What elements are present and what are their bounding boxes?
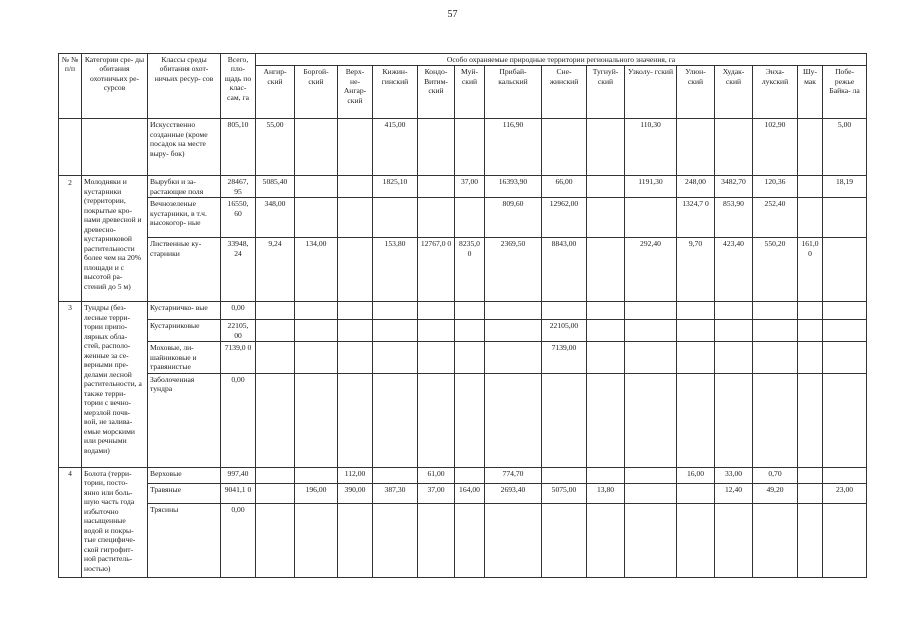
area-value: 37,00 — [418, 483, 455, 503]
table-row — [59, 320, 867, 342]
area-value — [295, 176, 338, 198]
area-value: 116,90 — [485, 119, 542, 176]
header-class: Классы среды обитания охот- ничьих ресур- сов — [148, 54, 221, 119]
area-value: 37,00 — [455, 176, 485, 198]
row-total: 0,00 — [221, 503, 256, 577]
area-value — [373, 302, 418, 320]
area-value: 0,70 — [753, 467, 798, 483]
area-value: 3482,70 — [715, 176, 753, 198]
area-value — [485, 302, 542, 320]
area-value — [823, 320, 867, 342]
area-value — [625, 302, 677, 320]
row-class: Кустарниковые — [148, 320, 221, 342]
area-value — [542, 302, 587, 320]
area-value — [677, 302, 715, 320]
area-value: 55,00 — [256, 119, 295, 176]
area-value — [256, 373, 295, 467]
area-value — [485, 503, 542, 577]
area-value — [338, 373, 373, 467]
area-value — [542, 119, 587, 176]
row-total: 9041,1 0 — [221, 483, 256, 503]
header-territory: Кижин- гинский — [373, 66, 418, 119]
area-value: 5085,40 — [256, 176, 295, 198]
area-value: 120,36 — [753, 176, 798, 198]
area-value: 134,00 — [295, 238, 338, 302]
area-value — [256, 320, 295, 342]
area-value: 196,00 — [295, 483, 338, 503]
area-value — [715, 302, 753, 320]
area-value — [295, 119, 338, 176]
area-value — [418, 503, 455, 577]
row-class: Трясины — [148, 503, 221, 577]
habitat-table — [58, 53, 867, 578]
area-value — [256, 503, 295, 577]
area-value — [798, 342, 823, 373]
area-value — [295, 503, 338, 577]
area-value: 5,00 — [823, 119, 867, 176]
header-territory: Сне- жинский — [542, 66, 587, 119]
area-value: 61,00 — [418, 467, 455, 483]
area-value: 112,00 — [338, 467, 373, 483]
area-value: 252,40 — [753, 198, 798, 238]
area-value: 248,00 — [677, 176, 715, 198]
area-value — [338, 342, 373, 373]
area-value: 16,00 — [677, 467, 715, 483]
area-value — [798, 176, 823, 198]
area-value — [625, 503, 677, 577]
area-value — [753, 320, 798, 342]
area-value — [373, 503, 418, 577]
area-value — [587, 176, 625, 198]
area-value: 550,20 — [753, 238, 798, 302]
area-value — [295, 320, 338, 342]
area-value — [455, 119, 485, 176]
header-territory: Побе- режье Байка- ла — [823, 66, 867, 119]
row-number: 2 — [59, 176, 82, 302]
area-value — [587, 302, 625, 320]
row-total: 0,00 — [221, 302, 256, 320]
table-row — [59, 483, 867, 503]
area-value — [485, 373, 542, 467]
row-total: 33948, 24 — [221, 238, 256, 302]
header-territory: Муй- ский — [455, 66, 485, 119]
header-territory: Узколу- гский — [625, 66, 677, 119]
area-value — [625, 373, 677, 467]
area-value — [256, 483, 295, 503]
row-category: Болота (терри- тории, посто- янно или боль- шую часть года избыточно насыщенные водой и покры- тые специфиче- ской гигрофит- ной раститель- ностью) — [82, 467, 148, 577]
area-value: 49,20 — [753, 483, 798, 503]
row-class: Моховые, ли- шайниковые и травянистые — [148, 342, 221, 373]
area-value — [256, 467, 295, 483]
row-class: Кустарничко- вые — [148, 302, 221, 320]
table-row — [59, 198, 867, 238]
area-value — [753, 373, 798, 467]
area-value — [295, 467, 338, 483]
area-value — [373, 198, 418, 238]
row-number: 4 — [59, 467, 82, 577]
area-value — [455, 342, 485, 373]
area-value: 7139,00 — [542, 342, 587, 373]
row-class: Вырубки и за- растающие поля — [148, 176, 221, 198]
area-value: 16393,90 — [485, 176, 542, 198]
table-row — [59, 467, 867, 483]
area-value — [418, 176, 455, 198]
area-value — [587, 198, 625, 238]
area-value: 8843,00 — [542, 238, 587, 302]
header-territory: Энха- лукский — [753, 66, 798, 119]
area-value — [485, 342, 542, 373]
area-value — [798, 198, 823, 238]
area-value — [823, 373, 867, 467]
area-value — [715, 342, 753, 373]
area-value — [455, 320, 485, 342]
area-value: 5075,00 — [542, 483, 587, 503]
area-value — [256, 342, 295, 373]
row-class: Верховые — [148, 467, 221, 483]
area-value — [625, 198, 677, 238]
area-value — [338, 503, 373, 577]
area-value — [798, 302, 823, 320]
area-value: 13,80 — [587, 483, 625, 503]
area-value — [798, 320, 823, 342]
area-value: 12767,0 0 — [418, 238, 455, 302]
area-value: 33,00 — [715, 467, 753, 483]
area-value: 9,70 — [677, 238, 715, 302]
area-value: 23,00 — [823, 483, 867, 503]
area-value: 153,80 — [373, 238, 418, 302]
header-category: Категории сре- ды обитания охотничьих ре- сурсов — [82, 54, 148, 119]
area-value — [823, 503, 867, 577]
area-value — [587, 342, 625, 373]
area-value — [418, 198, 455, 238]
area-value: 12962,00 — [542, 198, 587, 238]
header-territory: Тугнуй- ский — [587, 66, 625, 119]
row-class: Вечнозеленые кустарники, в т.ч. высокогор- ные — [148, 198, 221, 238]
area-value: 853,90 — [715, 198, 753, 238]
area-value — [823, 198, 867, 238]
row-total: 997,40 — [221, 467, 256, 483]
area-value — [418, 302, 455, 320]
area-value — [542, 373, 587, 467]
area-value — [338, 176, 373, 198]
area-value — [373, 320, 418, 342]
area-value — [455, 302, 485, 320]
area-value: 390,00 — [338, 483, 373, 503]
area-value — [295, 342, 338, 373]
area-value — [625, 483, 677, 503]
area-value — [823, 342, 867, 373]
area-value — [753, 302, 798, 320]
area-value — [373, 373, 418, 467]
area-value — [587, 503, 625, 577]
header-territory: Боргой- ский — [295, 66, 338, 119]
area-value — [715, 320, 753, 342]
area-value — [798, 503, 823, 577]
row-number: 3 — [59, 302, 82, 467]
row-total: 22105, 00 — [221, 320, 256, 342]
table-row — [59, 238, 867, 302]
area-value — [753, 342, 798, 373]
area-value: 774,70 — [485, 467, 542, 483]
row-class: Заболоченная тундра — [148, 373, 221, 467]
table-row — [59, 119, 867, 176]
area-value: 102,90 — [753, 119, 798, 176]
area-value — [455, 467, 485, 483]
area-value — [677, 503, 715, 577]
area-value: 423,40 — [715, 238, 753, 302]
page-number: 57 — [447, 9, 458, 20]
area-value: 387,30 — [373, 483, 418, 503]
area-value: 2369,50 — [485, 238, 542, 302]
area-value: 348,00 — [256, 198, 295, 238]
area-value — [338, 320, 373, 342]
area-value: 110,30 — [625, 119, 677, 176]
area-value — [295, 373, 338, 467]
area-value — [715, 373, 753, 467]
row-total: 16550, 60 — [221, 198, 256, 238]
area-value — [373, 342, 418, 373]
area-value — [338, 302, 373, 320]
area-value — [256, 302, 295, 320]
area-value — [677, 342, 715, 373]
area-value — [625, 320, 677, 342]
area-value: 2693,40 — [485, 483, 542, 503]
area-value — [677, 320, 715, 342]
area-value: 12,40 — [715, 483, 753, 503]
area-value — [753, 503, 798, 577]
row-class: Травяные — [148, 483, 221, 503]
area-value — [338, 119, 373, 176]
row-category: Молодняки и кустарники (территории, покрытые кро- нами древесной и древесно- кустарниковой растительности более чем на 20% площади и с высотой ра- стений до 5 м) — [82, 176, 148, 302]
row-class: Искусственно созданные (кроме посадок на месте выру- бок) — [148, 119, 221, 176]
area-value — [338, 238, 373, 302]
area-value: 8235,0 0 — [455, 238, 485, 302]
area-value: 22105,00 — [542, 320, 587, 342]
area-value: 1324,7 0 — [677, 198, 715, 238]
area-value — [542, 503, 587, 577]
area-value: 161,0 0 — [798, 238, 823, 302]
table-row — [59, 373, 867, 467]
area-value — [677, 483, 715, 503]
header-territory: Худак- ский — [715, 66, 753, 119]
header-territory: Улюн- ский — [677, 66, 715, 119]
area-value: 809,60 — [485, 198, 542, 238]
row-category: Тундры (без- лесные терри- тории припо- лярных обла- стей, располо- женные за се- верными пре- делами лесной растительности, а также терри- тории с вечно- мерзлой почв- вой, не залива- емые морскими или речными водами) — [82, 302, 148, 467]
area-value — [295, 302, 338, 320]
area-value — [625, 342, 677, 373]
area-value — [455, 503, 485, 577]
area-value: 1825,10 — [373, 176, 418, 198]
area-value — [418, 342, 455, 373]
area-value — [587, 467, 625, 483]
row-number — [59, 119, 82, 176]
area-value — [798, 483, 823, 503]
area-value — [715, 119, 753, 176]
area-value: 415,00 — [373, 119, 418, 176]
area-value — [455, 373, 485, 467]
area-value — [677, 373, 715, 467]
header-no: № № п/п — [59, 54, 82, 119]
area-value: 9,24 — [256, 238, 295, 302]
area-value — [295, 198, 338, 238]
area-value — [677, 119, 715, 176]
row-class: Лиственные ку- старники — [148, 238, 221, 302]
area-value — [823, 238, 867, 302]
area-value — [798, 373, 823, 467]
area-value: 18,19 — [823, 176, 867, 198]
area-value — [373, 467, 418, 483]
table-row — [59, 503, 867, 577]
table-row — [59, 302, 867, 320]
area-value — [587, 320, 625, 342]
row-total: 7139,0 0 — [221, 342, 256, 373]
header-territory: Шу- мак — [798, 66, 823, 119]
row-total: 805,10 — [221, 119, 256, 176]
area-value — [587, 373, 625, 467]
area-value — [823, 302, 867, 320]
area-value — [418, 320, 455, 342]
area-value: 1191,30 — [625, 176, 677, 198]
area-value — [542, 467, 587, 483]
table-row — [59, 176, 867, 198]
area-value — [823, 467, 867, 483]
row-category — [82, 119, 148, 176]
area-value — [587, 119, 625, 176]
area-value — [625, 467, 677, 483]
area-value — [418, 119, 455, 176]
row-total: 0,00 — [221, 373, 256, 467]
area-value — [418, 373, 455, 467]
header-total: Всего, пло- щадь по клас- сам, га — [221, 54, 256, 119]
area-value — [485, 320, 542, 342]
table-row — [59, 342, 867, 373]
area-value: 164,00 — [455, 483, 485, 503]
area-value — [798, 467, 823, 483]
header-territory: Ангир- ский — [256, 66, 295, 119]
header-territory: Прибай- кальский — [485, 66, 542, 119]
area-value — [338, 198, 373, 238]
area-value: 66,00 — [542, 176, 587, 198]
area-value — [715, 503, 753, 577]
row-total: 28467, 95 — [221, 176, 256, 198]
area-value — [587, 238, 625, 302]
header-territory: Верх- не- Ангар- ский — [338, 66, 373, 119]
header-territory: Кондо- Витим- ский — [418, 66, 455, 119]
area-value — [455, 198, 485, 238]
area-value: 292,40 — [625, 238, 677, 302]
header-protected-areas: Особо охраняемые природные территории регионального значения, га — [256, 54, 867, 66]
area-value — [798, 119, 823, 176]
